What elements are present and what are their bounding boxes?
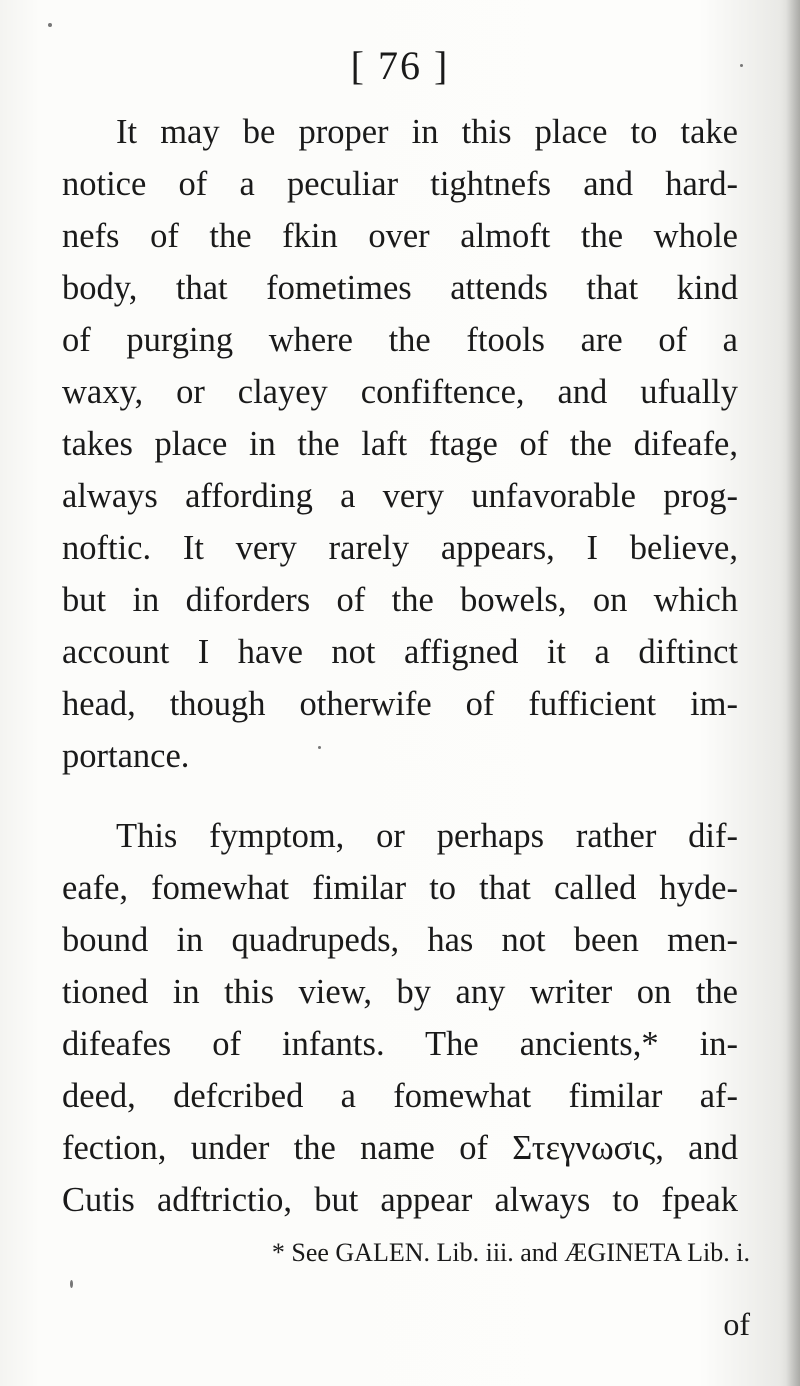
text-line: waxy, or clayey confiftence, and ufually [62, 373, 738, 411]
text-line: Cutis adftrictio, but appear always to fpeak [62, 1181, 738, 1219]
paragraph-gap [62, 782, 738, 810]
text-line: of purging where the ftools are of a [62, 321, 738, 359]
text-line: It may be proper in this place to take [116, 113, 738, 151]
text-line: deed, defcribed a fomewhat fimilar af- [62, 1077, 738, 1115]
page-number: [ 76 ] [350, 43, 450, 88]
text-line: fection, under the name of Στεγνωσις, and [62, 1129, 738, 1167]
text-line: This fymptom, or perhaps rather dif- [116, 817, 738, 855]
text-line: bound in quadrupeds, has not been men- [62, 921, 738, 959]
body-text [62, 106, 738, 1226]
text-line: notice of a peculiar tightnefs and hard- [62, 165, 738, 203]
text-line: portance. [62, 737, 190, 775]
text-line: account I have not affigned it a diftinct [62, 633, 738, 671]
catchword: of [723, 1306, 750, 1342]
text-line: but in diforders of the bowels, on which [62, 581, 738, 619]
page-edge-shadow [786, 0, 800, 1386]
paper-speck [740, 64, 743, 67]
text-line: takes place in the laft ftage of the difeafe, [62, 425, 738, 463]
text-line: difeafes of infants. The ancients,* in- [62, 1025, 738, 1063]
text-line: body, that fometimes attends that kind [62, 269, 738, 307]
text-line: nefs of the fkin over almoft the whole [62, 217, 738, 255]
paper-speck [318, 746, 321, 749]
paper-speck [48, 23, 52, 27]
text-line: noftic. It very rarely appears, I believe, [62, 529, 738, 567]
text-line: tioned in this view, by any writer on the [62, 973, 738, 1011]
text-line: head, though otherwife of fufficient im- [62, 685, 738, 723]
text-line: always affording a very unfavorable prog- [62, 477, 738, 515]
footnote: * See GALEN. Lib. iii. and ÆGINETA Lib. i. [271, 1238, 750, 1267]
paper-speck [70, 1280, 73, 1288]
text-line: eafe, fomewhat fimilar to that called hyde- [62, 869, 738, 907]
